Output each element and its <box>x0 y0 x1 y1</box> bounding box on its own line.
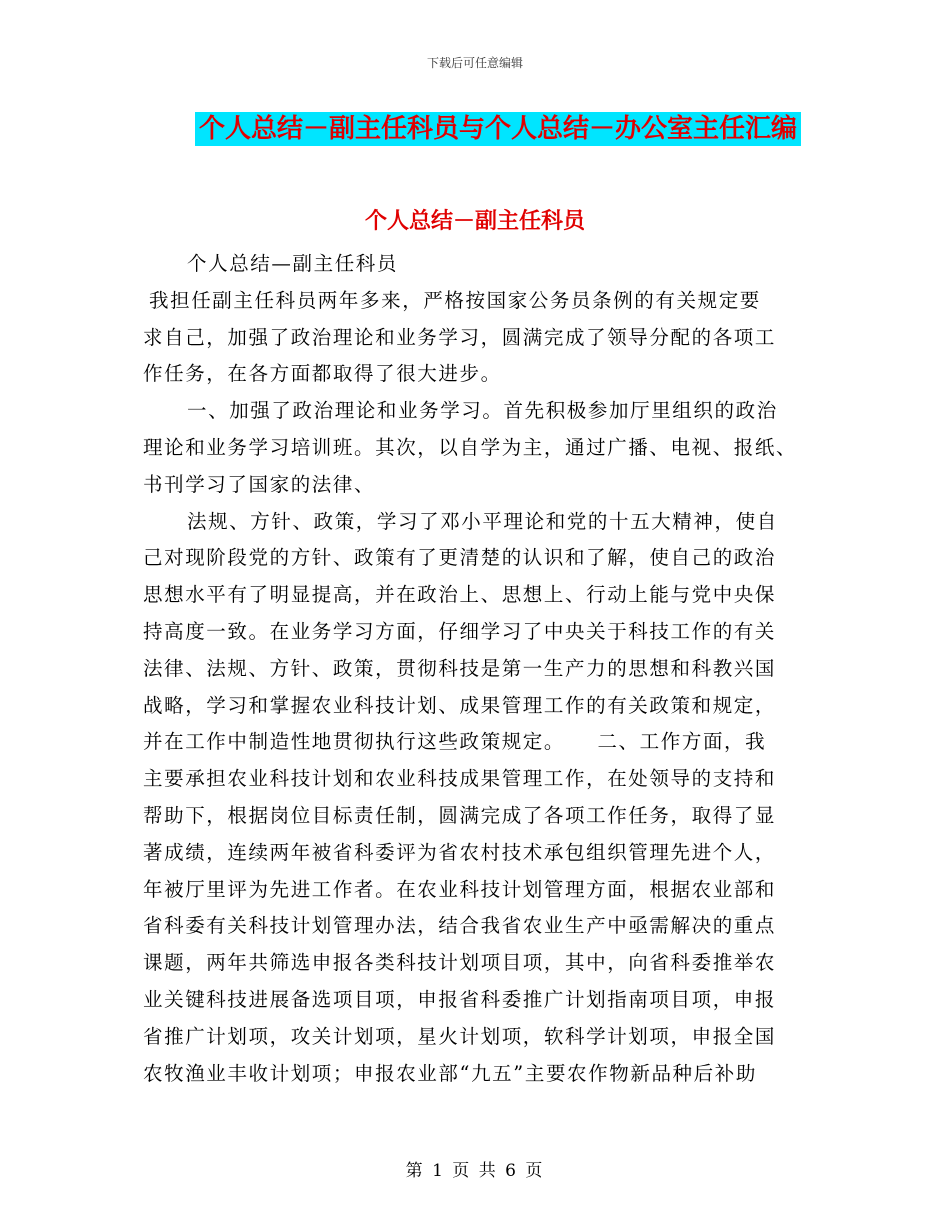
body-line: 思想水平有了明显提高，并在政治上、思想上、行动上能与党中央保 <box>143 583 777 607</box>
body-line: 年被厅里评为先进工作者。在农业科技计划管理方面，根据农业部和 <box>143 877 777 901</box>
body-line: 课题，两年共筛选申报各类科技计划项目项，其中，向省科委推举农 <box>143 951 777 975</box>
body-line: 战略，学习和掌握农业科技计划、成果管理工作的有关政策和规定， <box>143 693 777 717</box>
body-line: 求自己，加强了政治理论和业务学习，圆满完成了领导分配的各项工 <box>143 325 777 349</box>
body-line: 作任务，在各方面都取得了很大进步。 <box>143 362 502 386</box>
body-line: 著成绩，连续两年被省科委评为省农村技术承包组织管理先进个人， <box>143 840 777 864</box>
doc-title: 个人总结－副主任科员与个人总结－办公室主任汇编 <box>195 112 801 146</box>
body-line: 个人总结—副主任科员 <box>187 252 399 275</box>
body-line: 理论和业务学习培训班。其次，以自学为主，通过广播、电视、报纸、 <box>143 435 798 459</box>
header-note: 下载后可任意编辑 <box>426 56 523 70</box>
body-line: 法律、法规、方针、政策，贯彻科技是第一生产力的思想和科教兴国 <box>143 656 777 680</box>
body-text <box>143 246 808 1092</box>
section-title: 个人总结－副主任科员 <box>364 209 585 234</box>
body-line: 持高度一致。在业务学习方面，仔细学习了中央关于科技工作的有关 <box>143 619 777 643</box>
body-line: 帮助下，根据岗位目标责任制，圆满完成了各项工作任务，取得了显 <box>143 803 777 827</box>
body-line: 省推广计划项，攻关计划项，星火计划项，软科学计划项，申报全国 <box>143 1024 777 1048</box>
body-line: 省科委有关科技计划管理办法，结合我省农业生产中亟需解决的重点 <box>143 914 777 938</box>
doc-title-container <box>0 112 950 146</box>
body-line: 并在工作中制造性地贯彻执行这些政策规定。 二、工作方面，我 <box>143 730 767 754</box>
page-footer: 第 1 页 共 6 页 <box>405 1161 545 1181</box>
body-line: 一、加强了政治理论和业务学习。首先积极参加厅里组织的政治 <box>187 399 778 423</box>
body-line: 法规、方针、政策，学习了邓小平理论和党的十五大精神，使自 <box>187 509 778 533</box>
body-line: 主要承担农业科技计划和农业科技成果管理工作，在处领导的支持和 <box>143 767 777 791</box>
body-line: 书刊学习了国家的法律、 <box>143 472 376 496</box>
body-line: 业关键科技进展备选项目项，申报省科委推广计划指南项目项，申报 <box>143 987 777 1011</box>
body-line: 己对现阶段党的方针、政策有了更清楚的认识和了解，使自己的政治 <box>143 546 777 570</box>
body-line: 农牧渔业丰收计划项；申报农业部“九五”主要农作物新品种后补助 <box>143 1061 757 1085</box>
body-line: 我担任副主任科员两年多来，严格按国家公务员条例的有关规定要 <box>149 288 761 312</box>
